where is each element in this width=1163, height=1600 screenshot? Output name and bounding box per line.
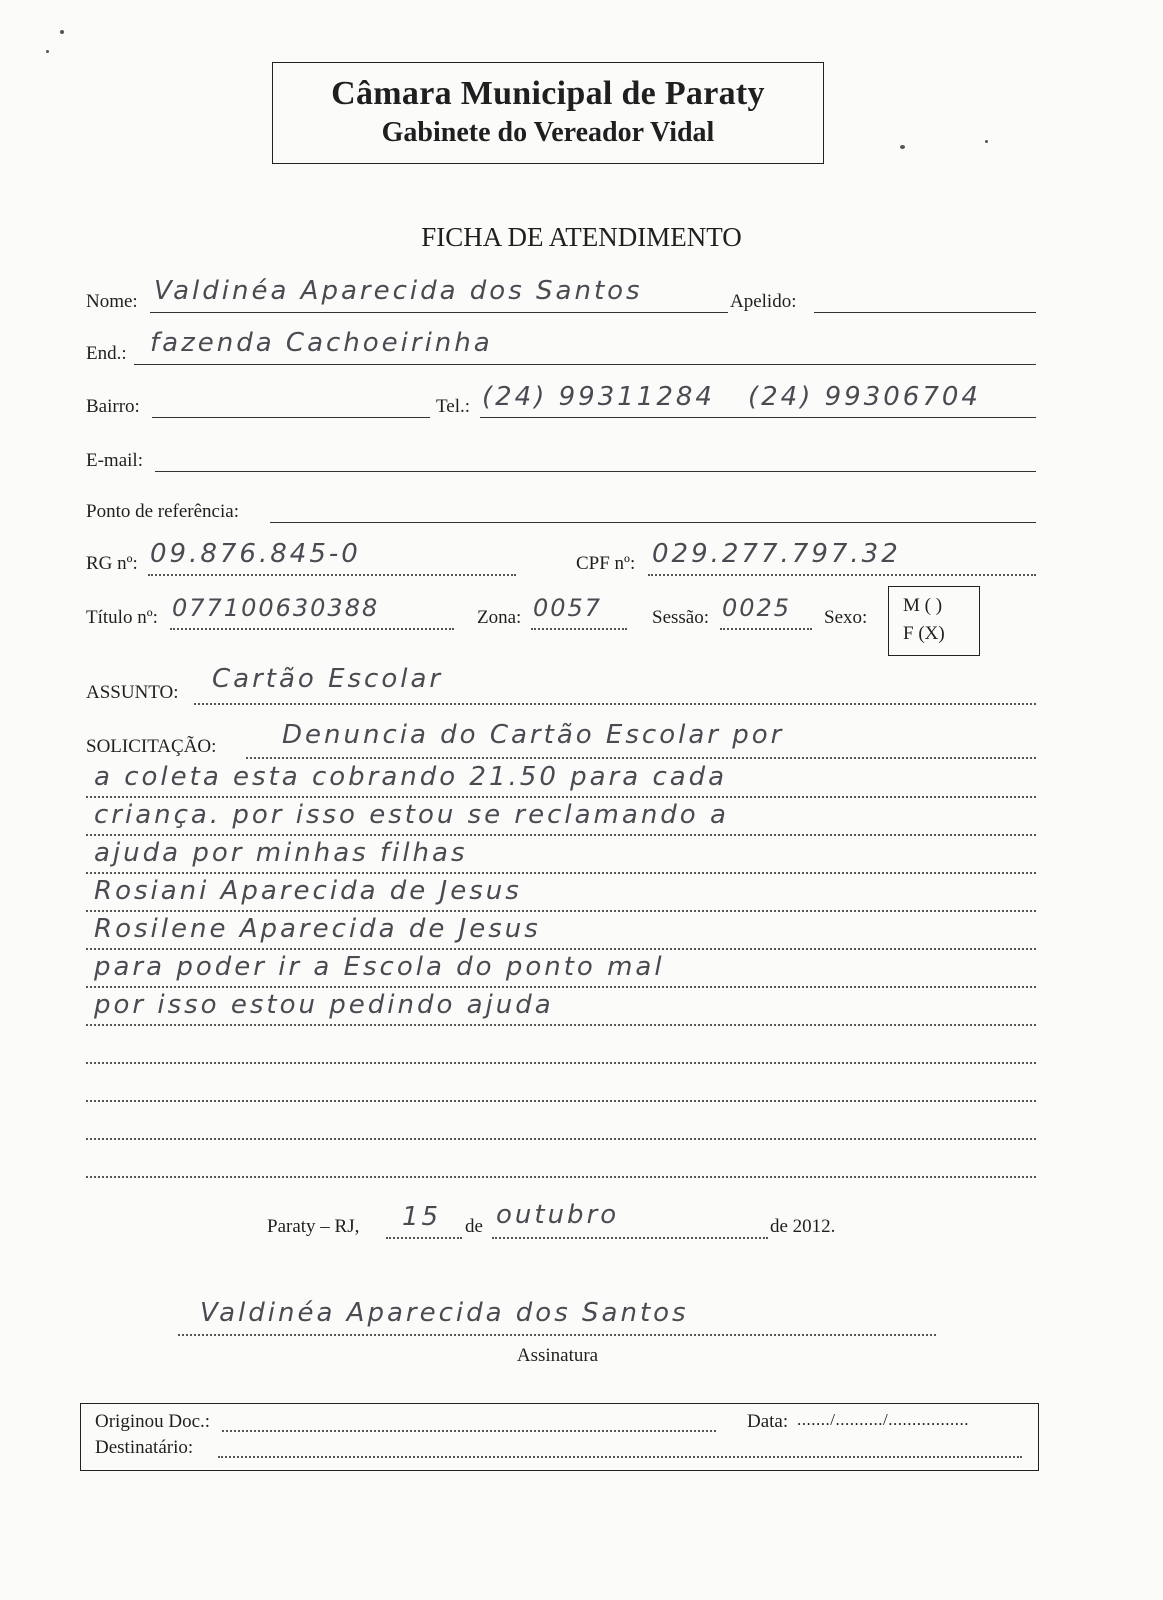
sessao-line <box>720 628 812 630</box>
solicitacao-line <box>86 1138 1036 1140</box>
solicitacao-line <box>246 757 1036 759</box>
nome-value: Valdinéa Aparecida dos Santos <box>154 276 643 306</box>
sexo-box <box>888 586 980 656</box>
header-subtitle: Gabinete do Vereador Vidal <box>381 117 715 148</box>
date-year: de 2012. <box>770 1216 836 1237</box>
zona-line <box>531 628 627 630</box>
email-label: E-mail: <box>86 450 143 471</box>
signature-line <box>178 1334 936 1336</box>
solicitacao-line-text: Rosilene Aparecida de Jesus <box>94 914 541 944</box>
originou-line <box>222 1430 716 1432</box>
form-title: FICHA DE ATENDIMENTO <box>421 222 742 252</box>
solicitacao-line-text: Denuncia do Cartão Escolar por <box>282 720 785 750</box>
cpf-line <box>648 574 1036 576</box>
solicitacao-line-text: para poder ir a Escola do ponto mal <box>94 952 665 982</box>
header-title: Câmara Municipal de Paraty <box>331 75 765 112</box>
scan-speck <box>60 30 64 34</box>
rg-line <box>148 574 516 576</box>
end-label: End.: <box>86 343 127 364</box>
data-blank: ......./........../................. <box>797 1410 969 1429</box>
email-line <box>155 471 1036 472</box>
solicitacao-line-text: por isso estou pedindo ajuda <box>94 990 554 1020</box>
nome-label: Nome: <box>86 291 138 312</box>
sexo-f-option: F (X) <box>903 623 945 644</box>
solicitacao-line <box>86 872 1036 874</box>
bairro-line <box>152 417 430 418</box>
end-value: fazenda Cachoeirinha <box>150 328 493 358</box>
tel-value-1: (24) 99311284 <box>482 382 715 412</box>
tel-label: Tel.: <box>436 396 471 417</box>
solicitacao-line <box>86 834 1036 836</box>
solicitacao-line <box>86 910 1036 912</box>
cpf-value: 029.277.797.32 <box>652 539 901 569</box>
sessao-value: 0025 <box>722 594 792 622</box>
solicitacao-line-text: criança. por isso estou se reclamando a <box>94 800 729 830</box>
assunto-value: Cartão Escolar <box>212 664 444 694</box>
titulo-label: Título nº: <box>86 607 158 628</box>
assunto-line <box>194 703 1036 705</box>
end-line <box>134 364 1036 365</box>
scan-speck <box>985 140 988 143</box>
tel-value-2: (24) 99306704 <box>748 382 981 412</box>
zona-label: Zona: <box>477 607 522 628</box>
zona-value: 0057 <box>533 594 603 622</box>
sessao-label: Sessão: <box>652 607 709 628</box>
solicitacao-line <box>86 1062 1036 1064</box>
tel-line <box>480 417 1036 418</box>
solicitacao-line <box>86 1024 1036 1026</box>
solicitacao-line-text: Rosiani Aparecida de Jesus <box>94 876 522 906</box>
solicitacao-label: SOLICITAÇÃO: <box>86 736 217 757</box>
scan-speck <box>46 50 49 53</box>
solicitacao-line <box>86 796 1036 798</box>
date-month-line <box>492 1237 768 1239</box>
titulo-line <box>170 628 454 630</box>
date-de: de <box>465 1216 483 1237</box>
solicitacao-line-text: a coleta esta cobrando 21.50 para cada <box>94 762 728 792</box>
header-box <box>272 62 824 164</box>
date-prefix: Paraty – RJ, <box>267 1216 360 1237</box>
ponto-line <box>270 522 1036 523</box>
rg-value: 09.876.845-0 <box>150 539 361 569</box>
solicitacao-line <box>86 1100 1036 1102</box>
signature-value: Valdinéa Aparecida dos Santos <box>200 1298 689 1328</box>
sexo-label: Sexo: <box>824 607 868 628</box>
cpf-label: CPF nº: <box>576 553 636 574</box>
solicitacao-line <box>86 948 1036 950</box>
assunto-label: ASSUNTO: <box>86 682 179 703</box>
solicitacao-line <box>86 986 1036 988</box>
destinatario-label: Destinatário: <box>95 1437 194 1458</box>
solicitacao-line-text: ajuda por minhas filhas <box>94 838 468 868</box>
solicitacao-line <box>86 1176 1036 1178</box>
apelido-line <box>814 312 1036 313</box>
date-month: outubro <box>496 1200 620 1230</box>
data-label: Data: <box>747 1411 789 1432</box>
date-day: 15 <box>402 1202 442 1232</box>
scan-speck <box>900 145 905 149</box>
date-day-line <box>386 1237 462 1239</box>
bairro-label: Bairro: <box>86 396 140 417</box>
destinatario-line <box>218 1456 1022 1458</box>
signature-label: Assinatura <box>516 1345 599 1366</box>
apelido-label: Apelido: <box>730 291 797 312</box>
originou-label: Originou Doc.: <box>95 1411 211 1432</box>
rg-label: RG nº: <box>86 553 138 574</box>
titulo-value: 077100630388 <box>172 594 380 622</box>
nome-line <box>150 312 728 313</box>
sexo-m-option: M ( ) <box>903 595 943 616</box>
ponto-label: Ponto de referência: <box>86 501 239 522</box>
